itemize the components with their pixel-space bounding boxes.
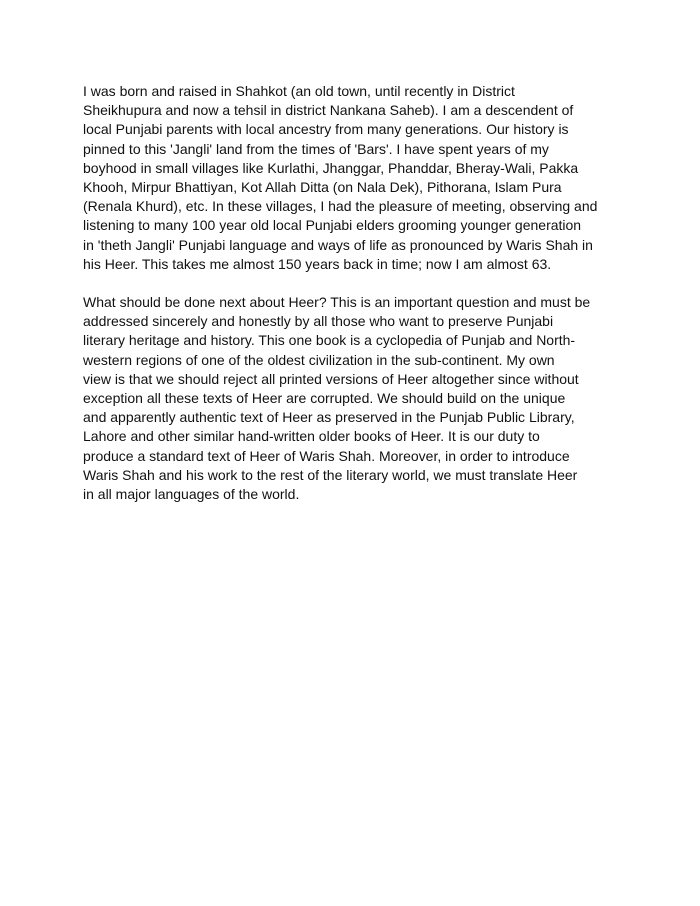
text-line: pinned to this 'Jangli' land from the times of 'Bars'. I have spent years of my xyxy=(83,140,549,157)
text-line: exception all these texts of Heer are corrupted. We should build on the unique xyxy=(83,390,566,407)
text-line: addressed sincerely and honestly by all those who want to preserve Punjabi xyxy=(83,313,554,330)
text-line: Sheikhupura and now a tehsil in district Nankana Saheb). I am a descendent of xyxy=(83,102,574,119)
text-line: What should be done next about Heer? This is an important question and must be xyxy=(83,294,591,311)
text-line: Waris Shah and his work to the rest of the literary world, we must translate Heer xyxy=(83,466,578,483)
text-line: view is that we should reject all printed versions of Heer altogether since without xyxy=(83,370,579,387)
text-line: local Punjabi parents with local ancestry from many generations. Our history is xyxy=(83,121,569,138)
paragraph-1 xyxy=(83,82,623,274)
text-line: western regions of one of the oldest civilization in the sub-continent. My own xyxy=(83,351,555,368)
text-line: in 'theth Jangli' Punjabi language and ways of life as pronounced by Waris Shah in xyxy=(83,236,593,253)
text-line: and apparently authentic text of Heer as preserved in the Punjab Public Library, xyxy=(83,409,575,426)
paragraph-2 xyxy=(83,293,623,504)
text-line: boyhood in small villages like Kurlathi, Jhanggar, Phanddar, Bheray-Wali, Pakka xyxy=(83,159,579,176)
text-line: I was born and raised in Shahkot (an old town, until recently in District xyxy=(83,83,515,99)
text-line: in all major languages of the world. xyxy=(83,486,300,503)
document-body xyxy=(83,82,623,504)
text-line: literary heritage and history. This one book is a cyclopedia of Punjab and North- xyxy=(83,332,576,349)
text-line: produce a standard text of Heer of Waris Shah. Moreover, in order to introduce xyxy=(83,447,570,464)
text-line: Khooh, Mirpur Bhattiyan, Kot Allah Ditta (on Nala Dek), Pithorana, Islam Pura xyxy=(83,179,562,196)
text-line: Lahore and other similar hand-written older books of Heer. It is our duty to xyxy=(83,428,540,445)
text-line: his Heer. This takes me almost 150 years back in time; now I am almost 63. xyxy=(83,255,552,272)
text-line: listening to many 100 year old local Punjabi elders grooming younger generation xyxy=(83,217,582,234)
text-line: (Renala Khurd), etc. In these villages, I had the pleasure of meeting, observing and xyxy=(83,198,598,215)
